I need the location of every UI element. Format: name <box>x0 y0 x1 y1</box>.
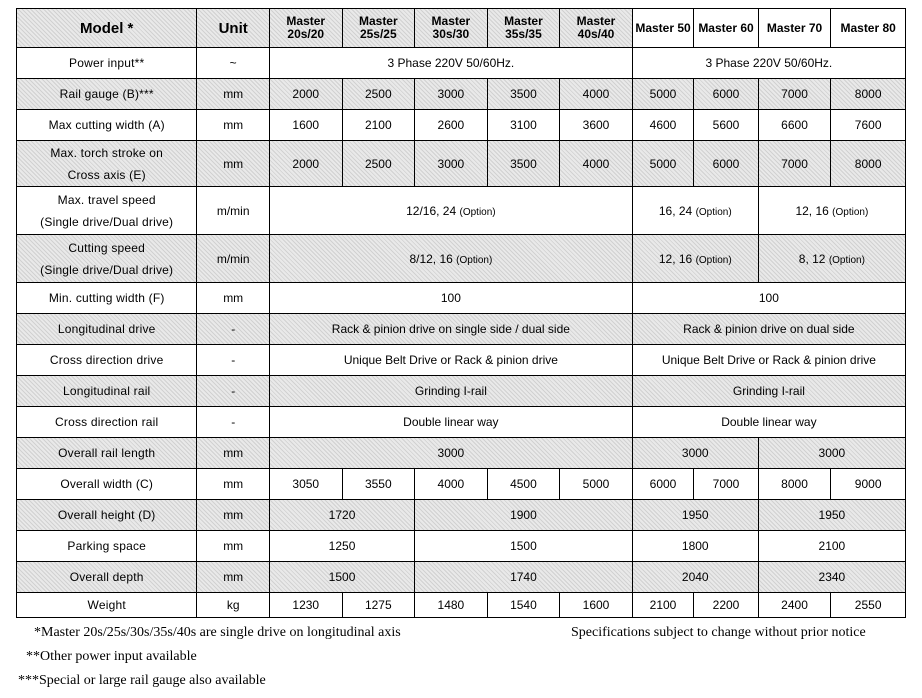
cell-value: 3550 <box>342 469 415 500</box>
cell-value: 1600 <box>560 593 633 618</box>
table-row <box>17 500 906 531</box>
row-label: Overall width (C) <box>17 469 197 500</box>
cell-value: 7000 <box>758 141 831 187</box>
table-row <box>17 376 906 407</box>
cell-value: 2000 <box>269 141 342 187</box>
cell-value: 6000 <box>632 469 693 500</box>
cell-value: 100 <box>632 283 905 314</box>
cell-value: 5000 <box>632 79 693 110</box>
cell-value: Rack & pinion drive on single side / dual side <box>269 314 632 345</box>
table-row <box>17 562 906 593</box>
footnote-notice: Specifications subject to change without prior notice <box>571 625 866 640</box>
row-unit: mm <box>197 110 270 141</box>
row-unit: - <box>197 407 270 438</box>
row-label: Max. travel speed (Single drive/Dual drive) <box>17 187 197 235</box>
header-model-col: Master 70 <box>758 9 831 48</box>
cell-value: 4600 <box>632 110 693 141</box>
table-row <box>17 235 906 283</box>
cell-value: 1900 <box>415 500 633 531</box>
header-model-col: Master 60 <box>694 9 759 48</box>
cell-value: 3100 <box>487 110 560 141</box>
cell-value: 3000 <box>269 438 632 469</box>
cell-value: 6600 <box>758 110 831 141</box>
row-unit: ~ <box>197 48 270 79</box>
cell-value: 3500 <box>487 141 560 187</box>
cell-value: 1950 <box>632 500 758 531</box>
cell-value: Unique Belt Drive or Rack & pinion drive <box>269 345 632 376</box>
cell-value: 12/16, 24 (Option) <box>269 187 632 235</box>
spec-table <box>16 8 906 618</box>
header-unit: Unit <box>197 9 270 48</box>
table-row <box>17 141 906 187</box>
table-row <box>17 79 906 110</box>
cell-value: 6000 <box>694 79 759 110</box>
row-label: Min. cutting width (F) <box>17 283 197 314</box>
row-unit: mm <box>197 79 270 110</box>
header-model-col: Master 35s/35 <box>487 9 560 48</box>
cell-value: 2400 <box>758 593 831 618</box>
cell-value: 7600 <box>831 110 906 141</box>
cell-value: 4000 <box>415 469 488 500</box>
cell-value: 1540 <box>487 593 560 618</box>
row-label: Cutting speed (Single drive/Dual drive) <box>17 235 197 283</box>
table-row <box>17 469 906 500</box>
header-model-col: Master 40s/40 <box>560 9 633 48</box>
table-row <box>17 438 906 469</box>
row-unit: m/min <box>197 235 270 283</box>
cell-value: 1740 <box>415 562 633 593</box>
cell-value: 2340 <box>758 562 905 593</box>
cell-value: 8000 <box>758 469 831 500</box>
row-unit: mm <box>197 438 270 469</box>
row-label: Cross direction drive <box>17 345 197 376</box>
cell-value: 16, 24 (Option) <box>632 187 758 235</box>
cell-value: 3000 <box>632 438 758 469</box>
cell-value: 4000 <box>560 79 633 110</box>
cell-value: 2200 <box>694 593 759 618</box>
cell-value: 1720 <box>269 500 414 531</box>
header-model-col: Master 30s/30 <box>415 9 488 48</box>
cell-value: 3 Phase 220V 50/60Hz. <box>632 48 905 79</box>
row-label: Weight <box>17 593 197 618</box>
cell-value: 2500 <box>342 79 415 110</box>
row-label: Longitudinal drive <box>17 314 197 345</box>
cell-value: 7000 <box>694 469 759 500</box>
row-label: Overall depth <box>17 562 197 593</box>
row-unit: - <box>197 376 270 407</box>
cell-value: 1275 <box>342 593 415 618</box>
row-label: Rail gauge (B)*** <box>17 79 197 110</box>
table-row <box>17 187 906 235</box>
row-unit: m/min <box>197 187 270 235</box>
cell-value: 1950 <box>758 500 905 531</box>
cell-value: 1800 <box>632 531 758 562</box>
cell-value: 3000 <box>415 79 488 110</box>
row-unit: mm <box>197 531 270 562</box>
row-label: Power input** <box>17 48 197 79</box>
cell-value: 2100 <box>632 593 693 618</box>
cell-value: 6000 <box>694 141 759 187</box>
table-row <box>17 48 906 79</box>
cell-value: Grinding I-rail <box>632 376 905 407</box>
table-row <box>17 314 906 345</box>
cell-value: 4500 <box>487 469 560 500</box>
cell-value: 3600 <box>560 110 633 141</box>
cell-value: 100 <box>269 283 632 314</box>
footnote-single-drive: *Master 20s/25s/30s/35s/40s are single drive on longitudinal axis <box>34 625 401 640</box>
cell-value: 4000 <box>560 141 633 187</box>
cell-value: 3000 <box>415 141 488 187</box>
row-unit: kg <box>197 593 270 618</box>
cell-value: Unique Belt Drive or Rack & pinion drive <box>632 345 905 376</box>
cell-value: 1480 <box>415 593 488 618</box>
cell-value: 8000 <box>831 141 906 187</box>
cell-value: 9000 <box>831 469 906 500</box>
row-label: Cross direction rail <box>17 407 197 438</box>
header-model: Model * <box>17 9 197 48</box>
cell-value: 3500 <box>487 79 560 110</box>
row-label: Parking space <box>17 531 197 562</box>
header-model-col: Master 25s/25 <box>342 9 415 48</box>
cell-value: 3 Phase 220V 50/60Hz. <box>269 48 632 79</box>
cell-value: 1230 <box>269 593 342 618</box>
cell-value: 8000 <box>831 79 906 110</box>
cell-value: 2100 <box>342 110 415 141</box>
header-row <box>17 9 906 48</box>
cell-value: 2550 <box>831 593 906 618</box>
cell-value: 7000 <box>758 79 831 110</box>
row-unit: - <box>197 345 270 376</box>
footnote-power: **Other power input available <box>26 649 197 664</box>
footnote-rail-gauge: ***Special or large rail gauge also available <box>18 673 266 688</box>
cell-value: 12, 16 (Option) <box>758 187 905 235</box>
cell-value: 2100 <box>758 531 905 562</box>
row-unit: mm <box>197 500 270 531</box>
cell-value: 5600 <box>694 110 759 141</box>
table-row <box>17 345 906 376</box>
cell-value: 5000 <box>632 141 693 187</box>
cell-value: 3050 <box>269 469 342 500</box>
cell-value: Grinding I-rail <box>269 376 632 407</box>
row-unit: mm <box>197 141 270 187</box>
row-label: Max. torch stroke on Cross axis (E) <box>17 141 197 187</box>
table-row <box>17 283 906 314</box>
cell-value: Double linear way <box>269 407 632 438</box>
row-unit: - <box>197 314 270 345</box>
cell-value: 2600 <box>415 110 488 141</box>
header-model-col: Master 50 <box>632 9 693 48</box>
cell-value: 8, 12 (Option) <box>758 235 905 283</box>
row-label: Overall rail length <box>17 438 197 469</box>
table-row <box>17 531 906 562</box>
cell-value: 3000 <box>758 438 905 469</box>
cell-value: 2040 <box>632 562 758 593</box>
row-unit: mm <box>197 469 270 500</box>
header-model-col: Master 20s/20 <box>269 9 342 48</box>
cell-value: 1500 <box>415 531 633 562</box>
cell-value: 1600 <box>269 110 342 141</box>
cell-value: Rack & pinion drive on dual side <box>632 314 905 345</box>
cell-value: 2500 <box>342 141 415 187</box>
row-label: Max cutting width (A) <box>17 110 197 141</box>
row-unit: mm <box>197 562 270 593</box>
cell-value: Double linear way <box>632 407 905 438</box>
cell-value: 12, 16 (Option) <box>632 235 758 283</box>
table-row <box>17 593 906 618</box>
cell-value: 2000 <box>269 79 342 110</box>
cell-value: 1500 <box>269 562 414 593</box>
header-model-col: Master 80 <box>831 9 906 48</box>
cell-value: 1250 <box>269 531 414 562</box>
table-row <box>17 407 906 438</box>
cell-value: 8/12, 16 (Option) <box>269 235 632 283</box>
table-row <box>17 110 906 141</box>
row-label: Overall height (D) <box>17 500 197 531</box>
row-label: Longitudinal rail <box>17 376 197 407</box>
row-unit: mm <box>197 283 270 314</box>
cell-value: 5000 <box>560 469 633 500</box>
